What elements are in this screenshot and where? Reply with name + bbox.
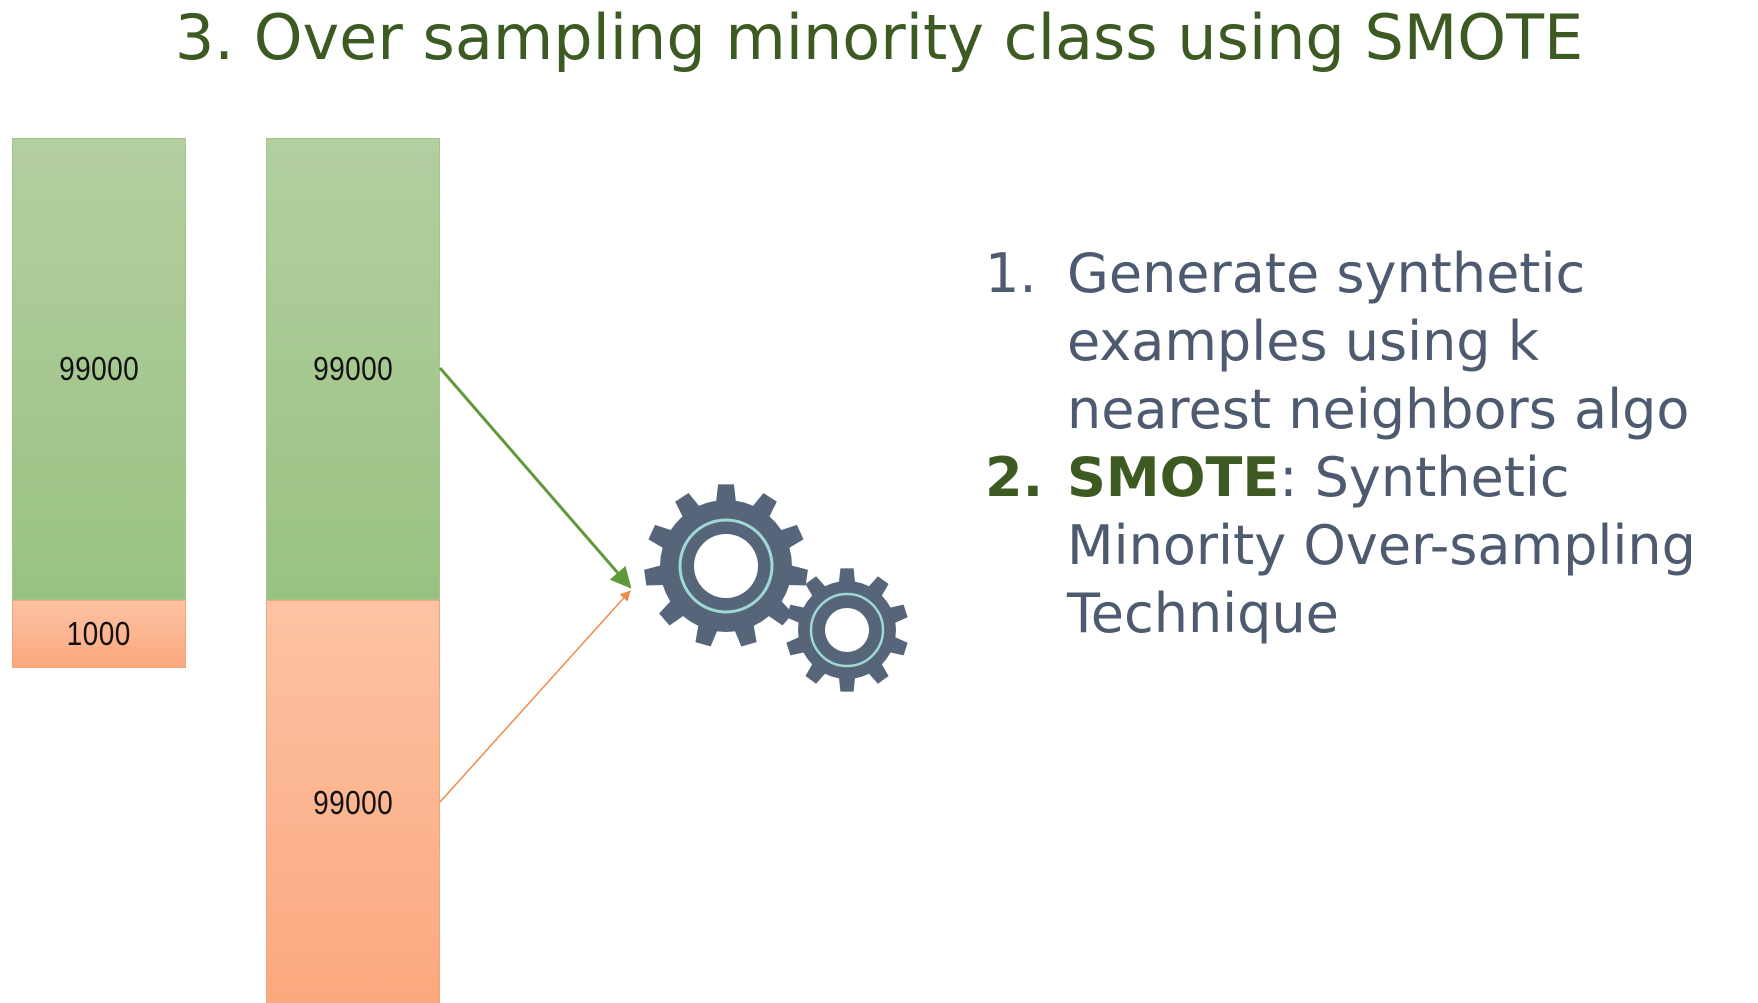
arrow-minority xyxy=(440,591,630,802)
point-1-line-3: nearest neighbors algo xyxy=(1067,378,1690,441)
large-gear-icon xyxy=(644,484,808,646)
point-1-number: 1. xyxy=(985,242,1037,305)
arrow-majority xyxy=(440,368,630,587)
after-majority-label: 99000 xyxy=(312,350,394,387)
point-2-number: 2. xyxy=(985,446,1044,509)
small-gear-icon xyxy=(786,568,907,691)
slide-title: 3. Over sampling minority class using SMOTE xyxy=(174,1,1584,74)
point-1 xyxy=(985,240,1755,444)
gears-icon xyxy=(640,480,920,700)
after-minority-label: 99000 xyxy=(312,784,394,821)
point-1-line-2: examples using k xyxy=(1067,310,1540,373)
point-2 xyxy=(985,444,1755,648)
point-2-line-3: Technique xyxy=(1067,582,1339,645)
point-2-line-2: Minority Over-sampling xyxy=(1067,514,1696,577)
explanation-list xyxy=(985,240,1755,648)
before-minority-label: 1000 xyxy=(66,615,132,652)
point-2-line-1-text: Synthetic xyxy=(1297,446,1570,509)
point-2-line-1 xyxy=(1067,444,1755,512)
before-majority-label: 99000 xyxy=(58,350,140,387)
point-1-line-1: Generate synthetic xyxy=(1067,242,1586,305)
smote-term: SMOTE xyxy=(1067,446,1280,509)
point-2-separator: : xyxy=(1279,446,1298,509)
